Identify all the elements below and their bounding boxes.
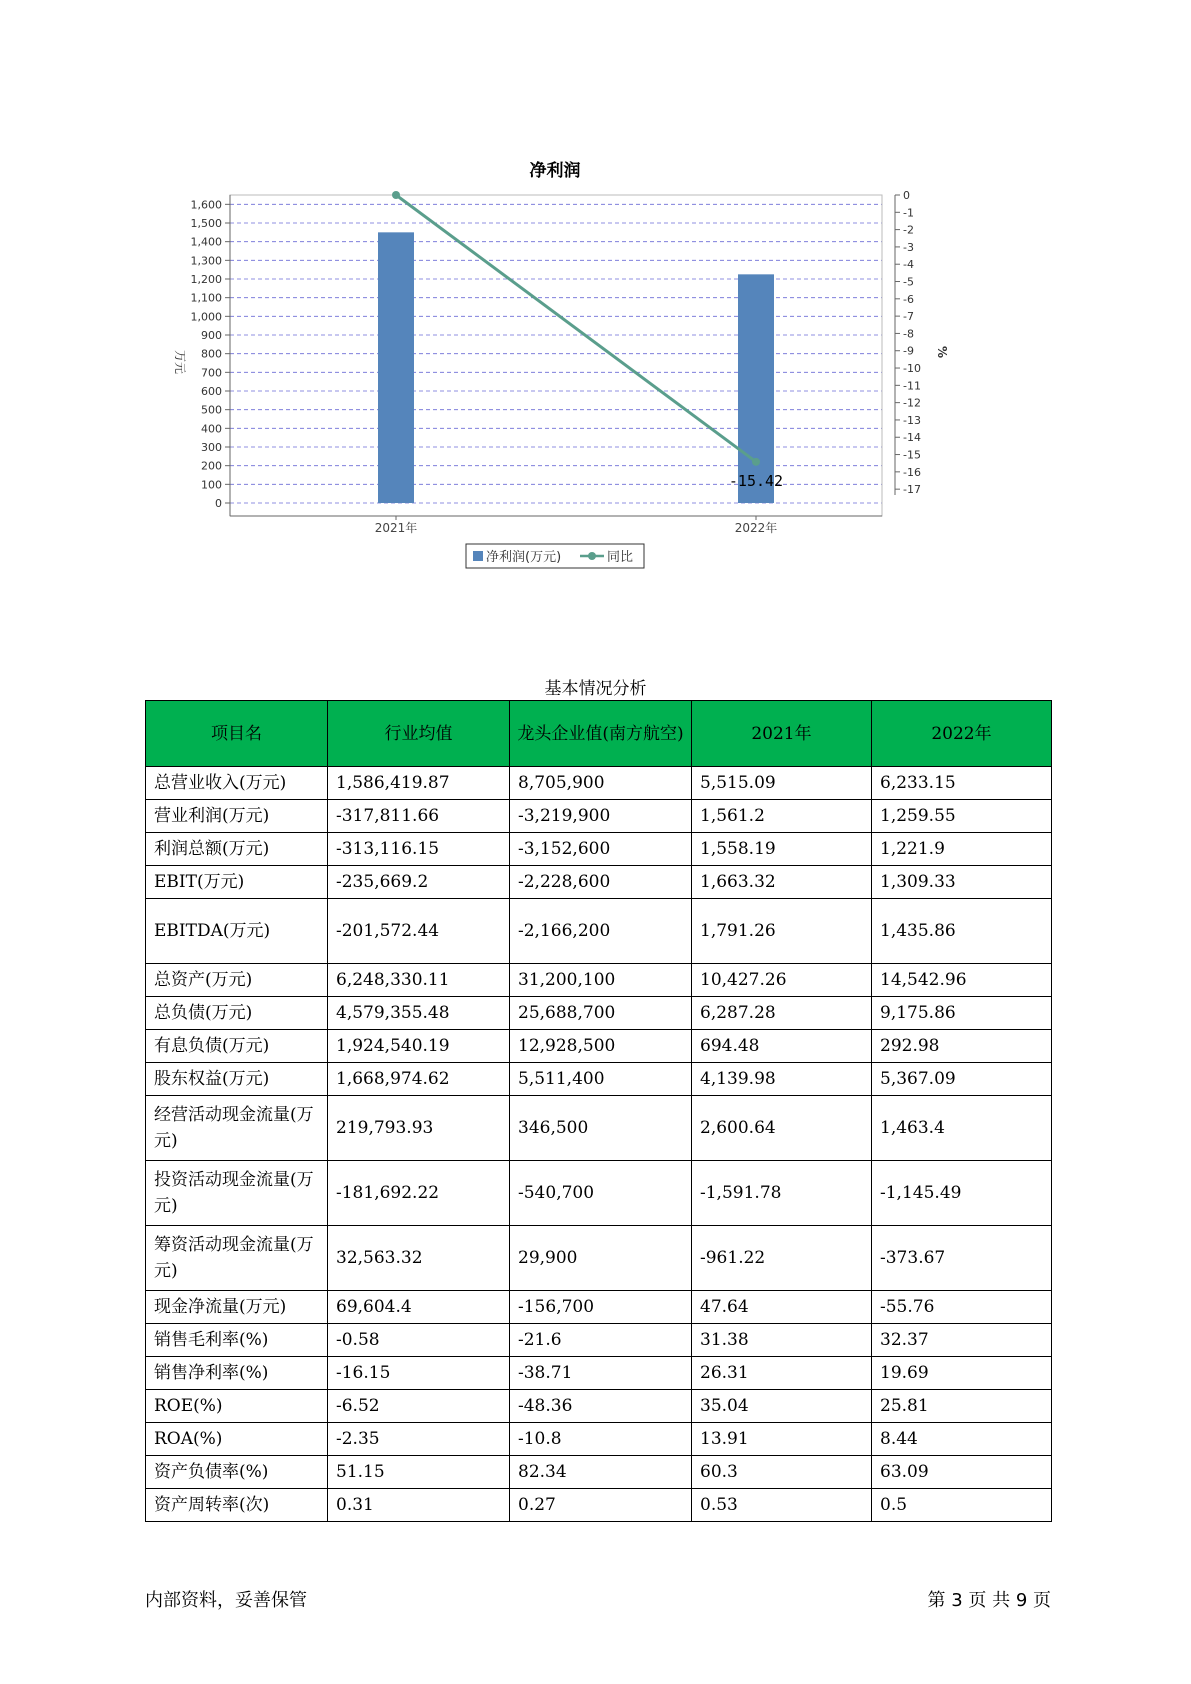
table-cell: 投资活动现金流量(万元) (146, 1161, 328, 1226)
table-cell: 5,515.09 (692, 767, 872, 800)
table-cell: -235,669.2 (328, 866, 510, 899)
legend-bar-swatch (473, 551, 483, 561)
table-cell: 6,248,330.11 (328, 964, 510, 997)
right-tick-label: -3 (903, 240, 914, 254)
table-cell: 8.44 (872, 1423, 1052, 1456)
left-tick-label: 1,000 (190, 310, 222, 324)
table-cell: -961.22 (692, 1226, 872, 1291)
header-item-name: 项目名 (146, 701, 328, 767)
table-cell: -3,152,600 (510, 833, 692, 866)
table-row (146, 1291, 1052, 1324)
right-tick-label: -7 (903, 310, 914, 324)
right-tick-label: -14 (903, 431, 921, 445)
table-cell: -1,591.78 (692, 1161, 872, 1226)
header-2022: 2022年 (872, 701, 1052, 767)
right-tick-label: -15 (903, 448, 921, 462)
table-cell: -55.76 (872, 1291, 1052, 1324)
table-cell: 13.91 (692, 1423, 872, 1456)
table-cell: 1,221.9 (872, 833, 1052, 866)
table-cell: 1,561.2 (692, 800, 872, 833)
legend-line-marker (588, 552, 596, 560)
header-industry-avg: 行业均值 (328, 701, 510, 767)
left-tick-label: 700 (201, 366, 222, 380)
table-cell: 利润总额(万元) (146, 833, 328, 866)
left-tick-label: 400 (201, 422, 222, 436)
legend-line-label: 同比 (607, 550, 634, 565)
yoy-point (392, 191, 400, 199)
table-cell: -313,116.15 (328, 833, 510, 866)
table-row (146, 1390, 1052, 1423)
table-cell: 2,600.64 (692, 1096, 872, 1161)
table-cell: 1,668,974.62 (328, 1063, 510, 1096)
right-tick-label: -12 (903, 396, 921, 410)
table-cell: 31.38 (692, 1324, 872, 1357)
table-cell: -317,811.66 (328, 800, 510, 833)
table-cell: -2.35 (328, 1423, 510, 1456)
legend-bar-label: 净利润(万元) (486, 550, 562, 565)
table-cell: 资产负债率(%) (146, 1456, 328, 1489)
table-cell: -540,700 (510, 1161, 692, 1226)
right-tick-label: -16 (903, 465, 921, 479)
table-header-row (146, 701, 1052, 767)
right-tick-label: -11 (903, 379, 921, 393)
table-cell: -181,692.22 (328, 1161, 510, 1226)
table-caption: 基本情况分析 (544, 679, 647, 699)
chart-svg (170, 150, 1030, 630)
right-tick-label: -4 (903, 258, 914, 272)
table-cell: -21.6 (510, 1324, 692, 1357)
table-cell: -3,219,900 (510, 800, 692, 833)
table-row (146, 1096, 1052, 1161)
bar-2021年 (378, 232, 414, 503)
table-cell: 35.04 (692, 1390, 872, 1423)
right-tick-label: -8 (903, 327, 914, 341)
right-tick-label: -10 (903, 362, 921, 376)
table-cell: 32,563.32 (328, 1226, 510, 1291)
table-row (146, 1423, 1052, 1456)
chart-title: 净利润 (529, 161, 581, 181)
table-cell: 219,793.93 (328, 1096, 510, 1161)
table-row (146, 833, 1052, 866)
table-row (146, 1030, 1052, 1063)
table-cell: 1,558.19 (692, 833, 872, 866)
left-tick-label: 1,100 (190, 291, 222, 305)
left-tick-label: 600 (201, 385, 222, 398)
table-row (146, 1324, 1052, 1357)
right-tick-label: -9 (903, 344, 914, 358)
left-tick-label: 200 (201, 459, 222, 473)
yoy-point (752, 458, 760, 466)
table-cell: 19.69 (872, 1357, 1052, 1390)
x-tick-label: 2021年 (374, 521, 418, 535)
table-row (146, 1456, 1052, 1489)
table-cell: 1,924,540.19 (328, 1030, 510, 1063)
table-cell: 1,435.86 (872, 899, 1052, 964)
table-cell: 0.31 (328, 1489, 510, 1522)
left-tick-label: 1,200 (190, 273, 222, 286)
left-tick-label: 1,400 (190, 235, 222, 249)
table-row (146, 1489, 1052, 1522)
net-profit-chart (170, 150, 1030, 630)
yoy-line (396, 195, 756, 462)
table-cell: 14,542.96 (872, 964, 1052, 997)
table-cell: 26.31 (692, 1357, 872, 1390)
plot-frame (230, 195, 882, 516)
left-tick-label: 1,500 (190, 217, 222, 230)
table-row (146, 866, 1052, 899)
header-leader-value: 龙头企业值(南方航空) (510, 701, 692, 767)
table-cell: 9,175.86 (872, 997, 1052, 1030)
footer-page-number: 第 3 页 共 9 页 (927, 1590, 1051, 1611)
table-cell: 营业利润(万元) (146, 800, 328, 833)
table-cell: 29,900 (510, 1226, 692, 1291)
table-cell: -156,700 (510, 1291, 692, 1324)
table-cell: 总营业收入(万元) (146, 767, 328, 800)
table-cell: EBIT(万元) (146, 866, 328, 899)
table-cell: 82.34 (510, 1456, 692, 1489)
table-cell: 总负债(万元) (146, 997, 328, 1030)
table-cell: -1,145.49 (872, 1161, 1052, 1226)
basic-analysis-table (145, 700, 1052, 1522)
table-cell: 6,287.28 (692, 997, 872, 1030)
left-tick-label: 900 (201, 329, 222, 342)
right-tick-label: -1 (903, 206, 914, 220)
table-cell: -10.8 (510, 1423, 692, 1456)
table-cell: 346,500 (510, 1096, 692, 1161)
left-tick-label: 100 (201, 478, 222, 492)
table-cell: -48.36 (510, 1390, 692, 1423)
right-tick-label: -6 (903, 292, 914, 306)
right-tick-label: -17 (903, 483, 921, 497)
table-cell: 25,688,700 (510, 997, 692, 1030)
table-cell: 69,604.4 (328, 1291, 510, 1324)
footer-confidential-note: 内部资料，妥善保管 (145, 1590, 307, 1611)
table-cell: 1,463.4 (872, 1096, 1052, 1161)
table-cell: 0.5 (872, 1489, 1052, 1522)
table-cell: 10,427.26 (692, 964, 872, 997)
table-row (146, 964, 1052, 997)
table-cell: 31,200,100 (510, 964, 692, 997)
table-cell: 1,586,419.87 (328, 767, 510, 800)
table-cell: 47.64 (692, 1291, 872, 1324)
table-cell: 1,309.33 (872, 866, 1052, 899)
right-tick-label: -13 (903, 413, 921, 427)
table-row (146, 1226, 1052, 1291)
table-cell: ROA(%) (146, 1423, 328, 1456)
table-cell: 资产周转率(次) (146, 1489, 328, 1522)
table-cell: 12,928,500 (510, 1030, 692, 1063)
table-cell: 总资产(万元) (146, 964, 328, 997)
left-tick-label: 800 (201, 347, 222, 361)
left-tick-label: 500 (201, 403, 222, 417)
table-body (146, 767, 1052, 1522)
table-cell: 694.48 (692, 1030, 872, 1063)
table-cell: 1,791.26 (692, 899, 872, 964)
y-axis-label: 万元 (173, 350, 187, 375)
table-cell: 股东权益(万元) (146, 1063, 328, 1096)
table-cell: -373.67 (872, 1226, 1052, 1291)
table-cell: -0.58 (328, 1324, 510, 1357)
table-row (146, 767, 1052, 800)
table-cell: 经营活动现金流量(万元) (146, 1096, 328, 1161)
table-cell: -2,166,200 (510, 899, 692, 964)
table-cell: 现金净流量(万元) (146, 1291, 328, 1324)
right-tick-label: 0 (903, 189, 910, 202)
table-row (146, 1161, 1052, 1226)
right-tick-label: -2 (903, 223, 914, 237)
table-cell: 筹资活动现金流量(万元) (146, 1226, 328, 1291)
yoy-data-label: -15.42 (728, 471, 784, 490)
table-row (146, 1063, 1052, 1096)
table-cell: ROE(%) (146, 1390, 328, 1423)
left-tick-label: 1,600 (190, 198, 222, 212)
table-cell: 32.37 (872, 1324, 1052, 1357)
left-tick-label: 1,300 (190, 254, 222, 268)
table-cell: 292.98 (872, 1030, 1052, 1063)
table-cell: 60.3 (692, 1456, 872, 1489)
table-row (146, 800, 1052, 833)
table-cell: 6,233.15 (872, 767, 1052, 800)
table-cell: 5,367.09 (872, 1063, 1052, 1096)
header-2021: 2021年 (692, 701, 872, 767)
table-cell: 8,705,900 (510, 767, 692, 800)
left-tick-label: 0 (215, 497, 222, 510)
table-cell: -16.15 (328, 1357, 510, 1390)
table-cell: 1,259.55 (872, 800, 1052, 833)
x-tick-label: 2022年 (734, 521, 778, 535)
right-tick-label: -5 (903, 275, 914, 289)
left-tick-label: 300 (201, 441, 222, 454)
table-cell: 51.15 (328, 1456, 510, 1489)
table-cell: -38.71 (510, 1357, 692, 1390)
table-cell: -2,228,600 (510, 866, 692, 899)
table-cell: 25.81 (872, 1390, 1052, 1423)
table-cell: 销售净利率(%) (146, 1357, 328, 1390)
table-row (146, 1357, 1052, 1390)
table-cell: -201,572.44 (328, 899, 510, 964)
table-cell: 0.27 (510, 1489, 692, 1522)
table-cell: -6.52 (328, 1390, 510, 1423)
table-cell: 1,663.32 (692, 866, 872, 899)
table-cell: 有息负债(万元) (146, 1030, 328, 1063)
table-cell: 0.53 (692, 1489, 872, 1522)
table-cell: 4,139.98 (692, 1063, 872, 1096)
table-row (146, 997, 1052, 1030)
table-cell: 63.09 (872, 1456, 1052, 1489)
table-row (146, 899, 1052, 964)
table-cell: 5,511,400 (510, 1063, 692, 1096)
table-cell: EBITDA(万元) (146, 899, 328, 964)
bar-2022年 (738, 274, 774, 503)
table-cell: 4,579,355.48 (328, 997, 510, 1030)
y2-axis-label: % (935, 346, 949, 359)
table-cell: 销售毛利率(%) (146, 1324, 328, 1357)
